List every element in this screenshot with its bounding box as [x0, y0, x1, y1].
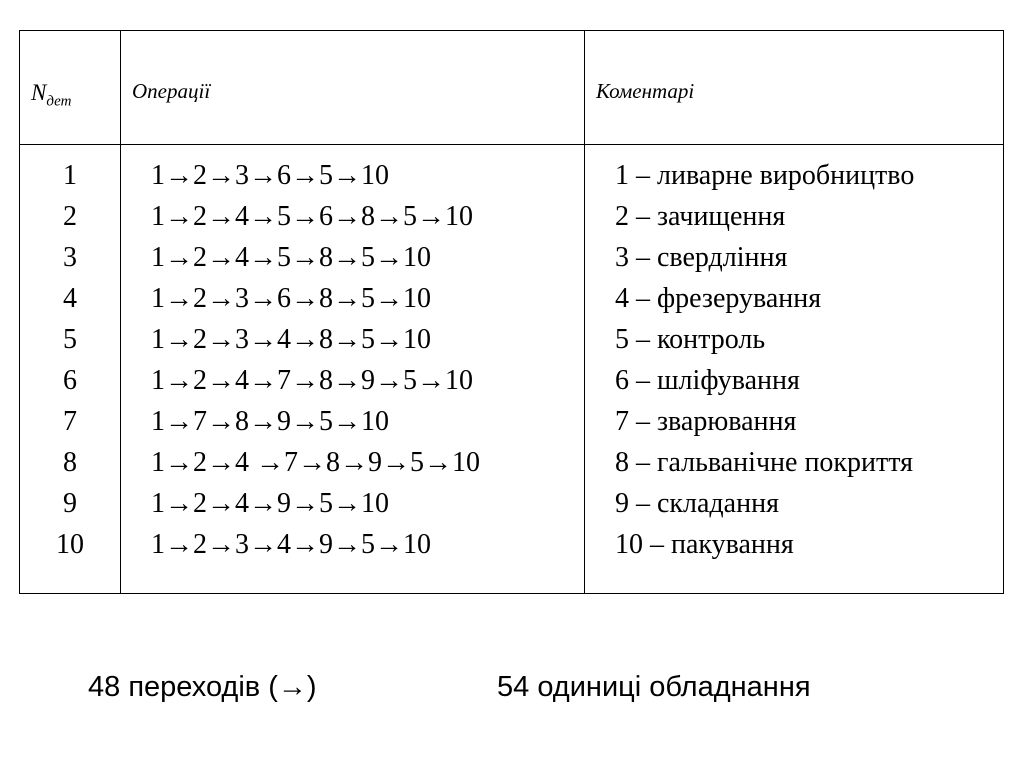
part-number: 7: [63, 406, 77, 437]
part-number: 4: [63, 283, 77, 314]
part-number: 9: [63, 488, 77, 519]
part-number-column: [20, 155, 120, 565]
operation-comment: 3 – свердління: [615, 242, 788, 273]
operation-route: 1→2→4→5→8→5→10: [151, 242, 431, 273]
part-number: 2: [63, 201, 77, 232]
part-number: 3: [63, 242, 77, 273]
part-number: 8: [63, 447, 77, 478]
operation-route: 1→2→4→9→5→10: [151, 488, 389, 519]
header-operations: Операції: [132, 79, 211, 103]
operation-comment: 10 – пакування: [615, 529, 794, 560]
operation-route: 1→2→4 →7→8→9→5→10: [151, 447, 480, 478]
transitions-count: 48 переходів (→): [88, 671, 317, 703]
operation-comment: 8 – гальванічне покриття: [615, 447, 913, 478]
column-divider: [584, 31, 585, 593]
header-divider: [20, 144, 1003, 145]
operations-table: [19, 30, 1004, 594]
header-comments: Коментарі: [596, 79, 695, 103]
part-number: 5: [63, 324, 77, 355]
operation-route: 1→2→3→6→8→5→10: [151, 283, 431, 314]
operation-comment: 4 – фрезерування: [615, 283, 822, 314]
operation-route: 1→7→8→9→5→10: [151, 406, 389, 437]
column-divider: [120, 31, 121, 593]
operation-route: 1→2→3→4→8→5→10: [151, 324, 431, 355]
operation-comment: 1 – ливарне виробництво: [615, 160, 915, 191]
equipment-count: 54 одиниці обладнання: [497, 671, 811, 703]
part-number: 10: [56, 529, 84, 560]
header-n-subscript: дет: [46, 93, 72, 110]
part-number: 1: [63, 160, 77, 191]
operation-route: 1→2→4→7→8→9→5→10: [151, 365, 473, 396]
operation-comment: 5 – контроль: [615, 324, 766, 355]
operations-column: [151, 155, 480, 565]
operation-route: 1→2→4→5→6→8→5→10: [151, 201, 473, 232]
operation-comment: 9 – складання: [615, 488, 779, 519]
header-part-number: [31, 81, 71, 110]
operation-route: 1→2→3→4→9→5→10: [151, 529, 431, 560]
operation-comment: 6 – шліфування: [615, 365, 800, 396]
operation-comment: 7 – зварювання: [615, 406, 797, 437]
operation-comment: 2 – зачищення: [615, 201, 786, 232]
part-number: 6: [63, 365, 77, 396]
operation-route: 1→2→3→6→5→10: [151, 160, 389, 191]
header-n-symbol: N: [31, 80, 47, 105]
comments-column: [615, 155, 914, 565]
